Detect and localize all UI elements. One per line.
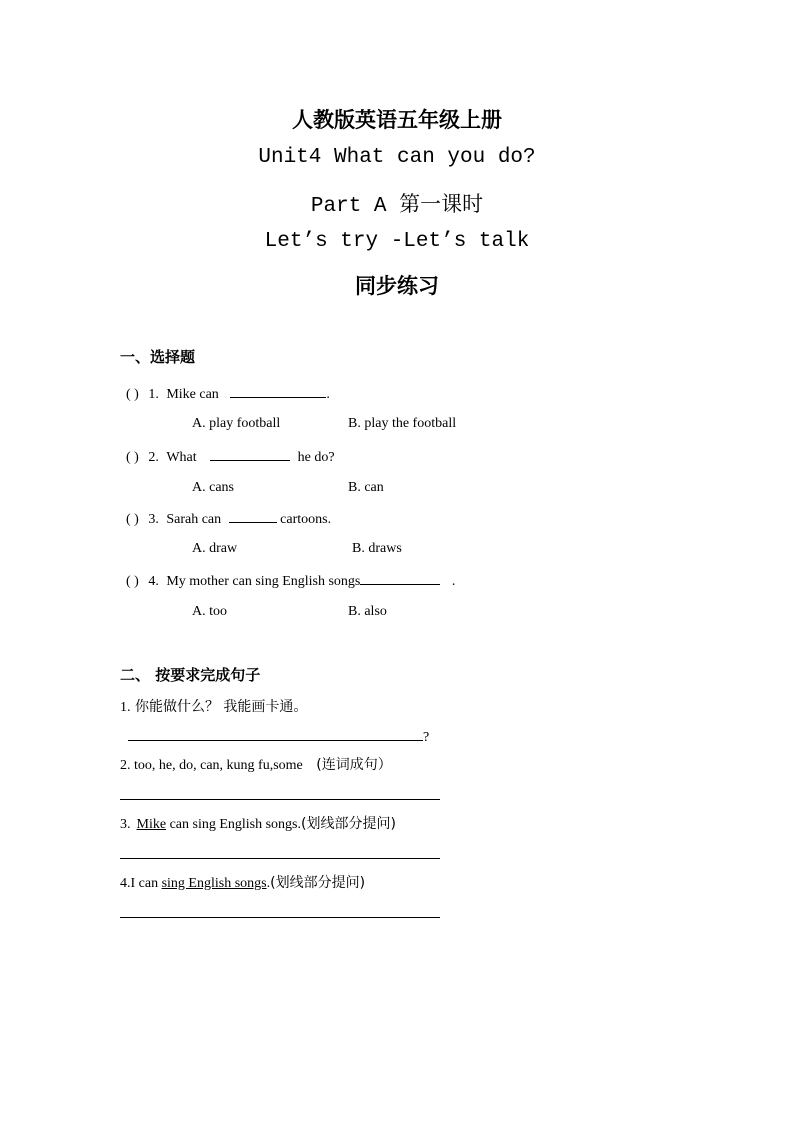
document-title-cn: 人教版英语五年级上册 bbox=[292, 108, 502, 132]
answer-blank[interactable] bbox=[230, 385, 326, 398]
unit-title: Unit4 What can you do? bbox=[258, 146, 536, 169]
sentence-question-4: 4.I can sing English songs.(划线部分提问) bbox=[120, 875, 366, 891]
answer-line-3[interactable] bbox=[120, 858, 440, 859]
answer-blank[interactable] bbox=[229, 510, 277, 523]
answer-blank[interactable] bbox=[128, 728, 423, 741]
question-3: ( ) 3. Sarah can cartoons. bbox=[126, 512, 332, 527]
answer-line-1: ? bbox=[128, 728, 429, 746]
sentence-question-2: 2. too, he, do, can, kung fu,some (连词成句） bbox=[120, 757, 392, 773]
option-b: B. also bbox=[348, 604, 387, 619]
answer-line-4[interactable] bbox=[120, 917, 440, 918]
answer-line-2[interactable] bbox=[120, 799, 440, 800]
question-4: ( ) 4. My mother can sing English songs . bbox=[126, 574, 456, 589]
sentence-question-1: 1. 你能做什么？ 我能画卡通。 bbox=[120, 699, 308, 715]
option-b: B. draws bbox=[352, 541, 402, 556]
option-b: B. play the football bbox=[348, 416, 457, 431]
sentence-question-3: 3. Mike can sing English songs.(划线部分提问) bbox=[120, 816, 396, 832]
question-1: ( ) 1. Mike can . bbox=[126, 387, 330, 402]
option-a: A. cans bbox=[192, 480, 235, 495]
question-2: ( ) 2. What he do? bbox=[126, 450, 335, 465]
exercise-title: 同步练习 bbox=[355, 274, 439, 298]
option-b: B. can bbox=[348, 480, 384, 495]
answer-blank[interactable] bbox=[360, 572, 440, 585]
lesson-title: Let’s try -Let’s talk bbox=[264, 230, 530, 253]
option-a: A. play football bbox=[192, 416, 281, 431]
option-a: A. draw bbox=[192, 541, 238, 556]
option-a: A. too bbox=[192, 604, 228, 619]
answer-blank[interactable] bbox=[210, 448, 290, 461]
section1-heading: 一、选择题 bbox=[120, 348, 196, 366]
part-title: Part A 第一课时 bbox=[310, 195, 484, 218]
section2-heading: 二、 按要求完成句子 bbox=[120, 666, 261, 684]
